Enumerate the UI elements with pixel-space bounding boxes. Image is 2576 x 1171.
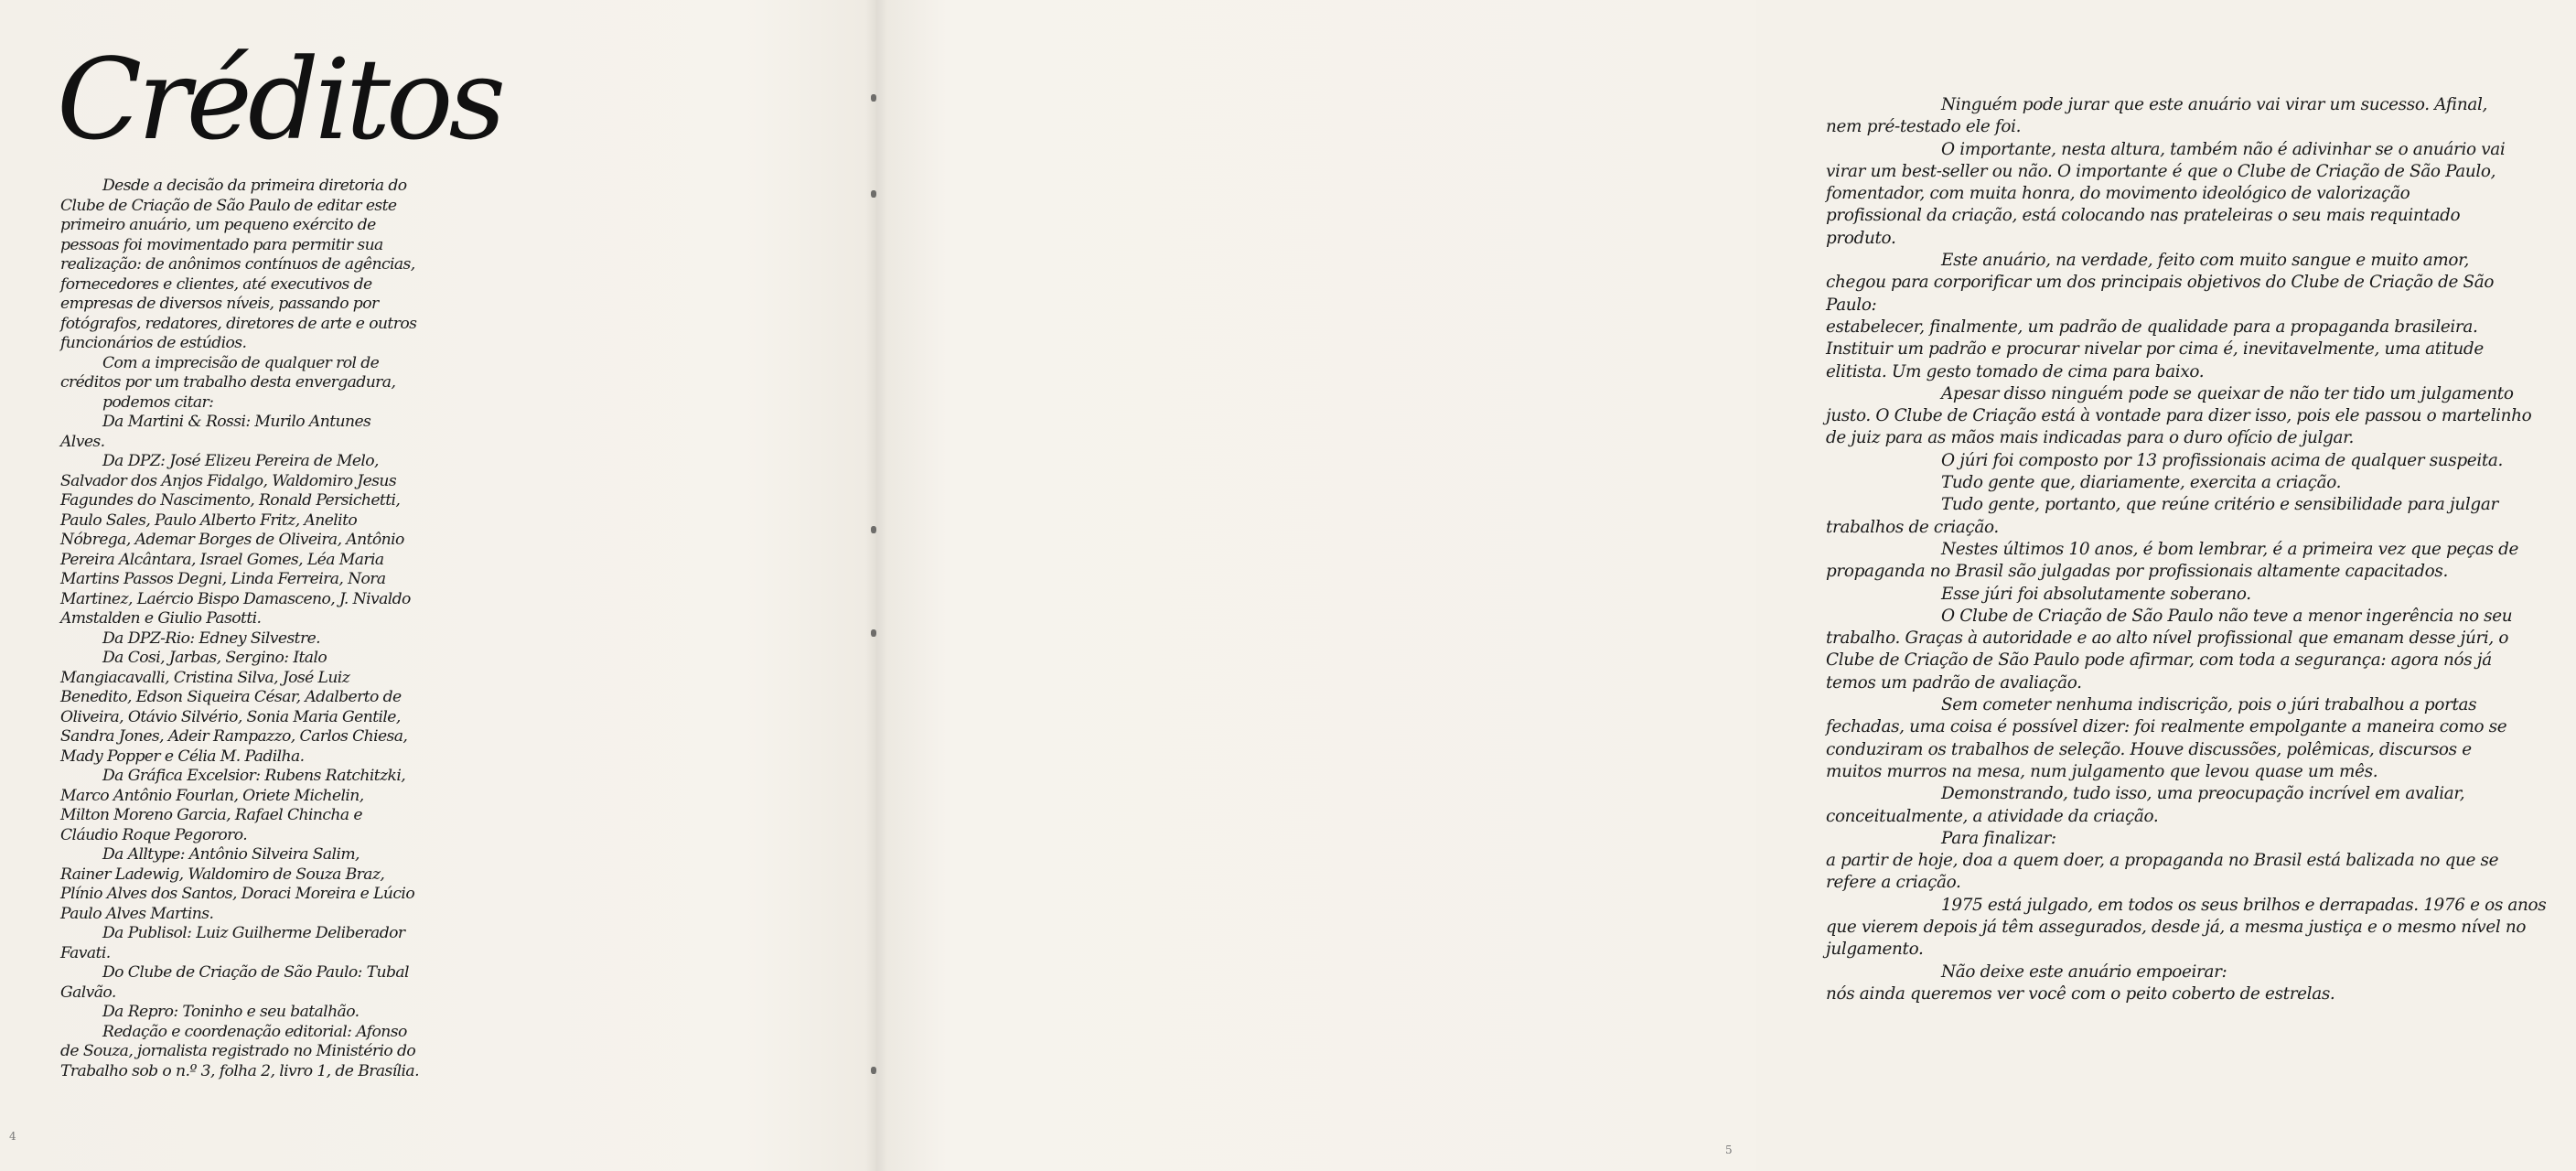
text-line: muitos murros na mesa, num julgamento que levou quase um mês.: [1826, 761, 2378, 781]
editorial-column: [1826, 94, 2576, 1005]
text-line: fechadas, uma coisa é possível dizer: foi realmente empolgante a maneira como se: [1826, 717, 2507, 737]
text-line: Da Alltype: Antônio Silveira Salim,: [102, 845, 360, 864]
text-line: Benedito, Edson Siqueira César, Adalberto de: [60, 688, 402, 706]
text-line: Salvador dos Anjos Fidalgo, Waldomiro Jesus: [60, 471, 397, 490]
text-line: Galvão.: [60, 983, 116, 1002]
text-line: Favati.: [60, 943, 111, 962]
binding-staple: [871, 526, 876, 533]
text-line: fornecedores e clientes, até executivos de: [60, 274, 372, 294]
text-line: O júri foi composto por 13 profissionais acima de qualquer suspeita.: [1941, 450, 2504, 470]
text-line: Nestes últimos 10 anos, é bom lembrar, é a primeira vez que peças de: [1941, 539, 2519, 559]
text-line: Da Cosi, Jarbas, Sergino: Italo: [102, 649, 327, 667]
text-line: Rainer Ladewig, Waldomiro de Souza Braz,: [60, 865, 385, 884]
binding-staple: [871, 629, 876, 637]
text-line: Marco Antônio Fourlan, Oriete Michelin,: [60, 786, 364, 805]
text-line: que vierem depois já têm assegurados, desde já, a mesma justiça e o mesmo nível no: [1826, 917, 2527, 937]
binding-staple: [871, 190, 876, 198]
text-line: Este anuário, na verdade, feito com muito sangue e muito amor,: [1941, 251, 2470, 271]
text-line: pessoas foi movimentado para permitir sua: [60, 235, 383, 254]
text-line: Clube de Criação de São Paulo de editar este: [60, 196, 397, 215]
text-line: Amstalden e Giulio Pasotti.: [60, 609, 262, 628]
text-line: Sandra Jones, Adeir Rampazzo, Carlos Chiesa,: [60, 727, 408, 746]
text-line: chegou para corporificar um dos principais objetivos do Clube de Criação de São: [1826, 273, 2495, 293]
text-line: estabelecer, finalmente, um padrão de qualidade para a propaganda brasileira.: [1826, 317, 2478, 337]
right-page: [876, 0, 2547, 1171]
binding-staple: [871, 1067, 876, 1074]
text-line: Tudo gente, portanto, que reúne critério e sensibilidade para julgar: [1941, 495, 2498, 515]
text-line: O importante, nesta altura, também não é adivinhar se o anuário vai: [1941, 139, 2506, 159]
text-line: O Clube de Criação de São Paulo não teve a menor ingerência no seu: [1941, 606, 2513, 626]
text-line: de juiz para as mãos mais indicadas para o duro ofício de julgar.: [1826, 428, 2355, 448]
text-line: 1975 está julgado, em todos os seus brilhos e derrapadas. 1976 e os anos: [1941, 895, 2547, 915]
text-line: Martins Passos Degni, Linda Ferreira, Nora: [60, 570, 386, 588]
text-line: fomentador, com muita honra, do movimento ideológico de valorização: [1826, 184, 2410, 204]
text-line: Clube de Criação de São Paulo pode afirmar, com toda a segurança: agora nós já: [1826, 650, 2492, 671]
text-line: Da Publisol: Luiz Guilherme Deliberador: [102, 924, 405, 942]
text-line: Do Clube de Criação de São Paulo: Tubal: [102, 963, 409, 982]
text-line: Da Repro: Toninho e seu batalhão.: [102, 1003, 360, 1021]
text-line: Da DPZ: José Elizeu Pereira de Melo,: [102, 452, 379, 470]
text-line: primeiro anuário, um pequeno exército de: [60, 216, 376, 234]
text-line: Martinez, Laércio Bispo Damasceno, J. Nivaldo: [60, 589, 411, 608]
text-line: empresas de diversos níveis, passando por: [60, 295, 379, 313]
text-line: Com a imprecisão de qualquer rol de: [102, 353, 380, 372]
text-line: Da DPZ-Rio: Edney Silvestre.: [102, 628, 321, 648]
text-line: Demonstrando, tudo isso, uma preocupação incrível em avaliar,: [1941, 784, 2465, 804]
text-line: realização: de anônimos contínuos de agências,: [60, 255, 415, 274]
binding-staple: [871, 94, 876, 102]
text-line: Desde a decisão da primeira diretoria do: [102, 177, 407, 195]
text-line: Tudo gente que, diariamente, exercita a criação.: [1941, 473, 2342, 493]
text-line: Da Gráfica Excelsior: Rubens Ratchitzki,: [102, 767, 406, 785]
text-line: nem pré-testado ele foi.: [1826, 117, 2022, 137]
text-line: Oliveira, Otávio Silvério, Sonia Maria Gentile,: [60, 707, 401, 726]
text-line: Não deixe este anuário empoeirar:: [1941, 962, 2227, 982]
text-line: elitista. Um gesto tomado de cima para baixo.: [1826, 361, 2205, 381]
text-line: Pereira Alcântara, Israel Gomes, Léa Maria: [60, 550, 384, 569]
text-line: Trabalho sob o n.º 3, folha 2, livro 1, de Brasília.: [60, 1061, 419, 1080]
text-line: Mady Popper e Célia M. Padilha.: [60, 747, 305, 766]
text-line: Cláudio Roque Pegororo.: [60, 825, 248, 844]
left-page: [0, 0, 876, 1171]
text-line: Sem cometer nenhuma indiscrição, pois o júri trabalhou a portas: [1941, 695, 2477, 715]
text-line: a partir de hoje, doa a quem doer, a propaganda no Brasil está balizada no que se: [1826, 851, 2499, 871]
text-line: Paulo Alves Martins.: [60, 904, 214, 923]
text-line: Apesar disso ninguém pode se queixar de não ter tido um julgamento: [1941, 383, 2514, 403]
text-line: trabalho. Graças à autoridade e ao alto nível profissional que emanam desse júri, o: [1826, 628, 2509, 649]
text-line: Plínio Alves dos Santos, Doraci Moreira e Lúcio: [60, 885, 415, 903]
text-line: profissional da criação, está colocando nas prateleiras o seu mais requintado: [1826, 206, 2461, 226]
text-line: conceitualmente, a atividade da criação.: [1826, 806, 2159, 826]
text-line: Da Martini & Rossi: Murilo Antunes: [102, 413, 371, 431]
text-line: Mangiacavalli, Cristina Silva, José Luiz: [60, 668, 350, 687]
book-gutter: [865, 0, 887, 1171]
text-line: funcionários de estúdios.: [60, 334, 247, 352]
text-line: podemos citar:: [102, 392, 214, 412]
page-number-right: 5: [1725, 1144, 1733, 1156]
text-line: virar um best-seller ou não. O importante é que o Clube de Criação de São Paulo,: [1826, 161, 2496, 181]
text-line: Fagundes do Nascimento, Ronald Persichetti,: [60, 491, 401, 510]
text-line: fotógrafos, redatores, diretores de arte e outros: [60, 314, 417, 333]
text-line: Paulo Sales, Paulo Alberto Fritz, Anelito: [60, 510, 358, 530]
page-title: Créditos: [57, 35, 502, 165]
text-line: Instituir um padrão e procurar nivelar por cima é, inevitavelmente, uma atitude: [1826, 339, 2484, 360]
text-line: Milton Moreno Garcia, Rafael Chincha e: [60, 806, 362, 824]
text-line: Redação e coordenação editorial: Afonso: [102, 1022, 407, 1041]
text-line: refere a criação.: [1826, 873, 1961, 893]
text-line: propaganda no Brasil são julgadas por profissionais altamente capacitados.: [1826, 562, 2448, 582]
text-line: conduziram os trabalhos de seleção. Houve discussões, polêmicas, discursos e: [1826, 739, 2472, 759]
text-line: de Souza, jornalista registrado no Ministério do: [60, 1042, 416, 1060]
text-line: temos um padrão de avaliação.: [1826, 672, 2082, 693]
page-number-left: 4: [9, 1130, 16, 1143]
text-line: Esse júri foi absolutamente soberano.: [1941, 584, 2251, 604]
text-line: Paulo:: [1826, 295, 1877, 315]
text-line: créditos por um trabalho desta envergadura,: [60, 373, 396, 392]
text-line: julgamento.: [1826, 940, 1924, 960]
text-line: Alves.: [60, 432, 105, 451]
text-line: justo. O Clube de Criação está à vontade para dizer isso, pois ele passou o martelinho: [1826, 406, 2532, 426]
credits-column: [60, 177, 445, 1081]
text-line: Para finalizar:: [1941, 828, 2056, 848]
text-line: trabalhos de criação.: [1826, 517, 1999, 537]
text-line: Ninguém pode jurar que este anuário vai virar um sucesso. Afinal,: [1941, 95, 2487, 114]
text-line: Nóbrega, Ademar Borges de Oliveira, Antônio: [60, 531, 404, 549]
text-line: produto.: [1826, 228, 1896, 248]
text-line: nós ainda queremos ver você com o peito coberto de estrelas.: [1826, 983, 2335, 1004]
